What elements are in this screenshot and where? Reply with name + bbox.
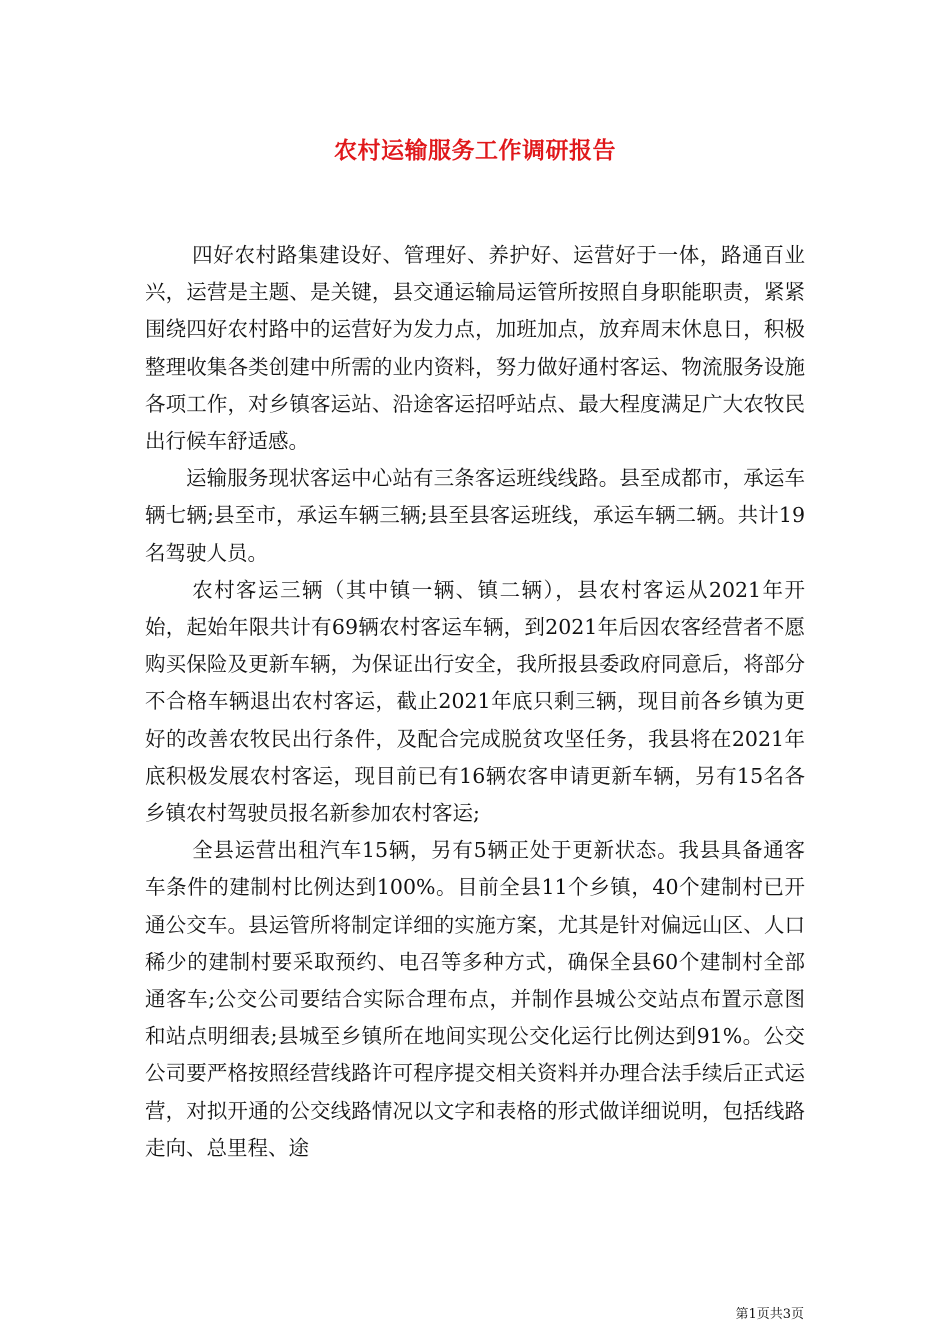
- paragraph-4: 全县运营出租汽车15辆，另有5辆正处于更新状态。我县具备通客车条件的建制村比例达到100%。目前全县11个乡镇，40个建制村已开通公交车。县运管所将制定详细的实施方案，尤其是针对偏远山区、人口稀少的建制村要采取预约、电召等多种方式，确保全县60个建制村全部通客车;公交公司要结合实际合理布点，并制作县城公交站点布置示意图和站点明细表;县城至乡镇所在地间实现公交化运行比例达到91%。公交公司要严格按照经营线路许可程序提交相关资料并办理合法手续后正式运营，对拟开通的公交线路情况以文字和表格的形式做详细说明，包括线路走向、总里程、途: [145, 838, 805, 1160]
- document-title: 农村运输服务工作调研报告: [334, 137, 616, 164]
- paragraph-1: 四好农村路集建设好、管理好、养护好、运营好于一体，路通百业兴，运营是主题、是关键，县交通运输局运管所按照自身职能职责，紧紧围绕四好农村路中的运营好为发力点，加班加点，放弃周末休息日，积极整理收集各类创建中所需的业内资料，努力做好通村客运、物流服务设施各项工作，对乡镇客运站、沿途客运招呼站点、最大程度满足广大农牧民出行候车舒适感。: [145, 243, 805, 454]
- document-body: [145, 237, 805, 1167]
- paragraph-3: 农村客运三辆（其中镇一辆、镇二辆），县农村客运从2021年开始，起始年限共计有69辆农村客运车辆，到2021年后因农客经营者不愿购买保险及更新车辆，为保证出行安全，我所报县委政府同意后，将部分不合格车辆退出农村客运，截止2021年底只剩三辆，现目前各乡镇为更好的改善农牧民出行条件，及配合完成脱贫攻坚任务，我县将在2021年底积极发展农村客运，现目前已有16辆农客申请更新车辆，另有15名各乡镇农村驾驶员报名新参加农村客运;: [145, 577, 805, 826]
- page-number-footer: 第1页共3页: [735, 1307, 804, 1322]
- paragraph-2: 运输服务现状客运中心站有三条客运班线线路。县至成都市，承运车辆七辆;县至市，承运车辆三辆;县至县客运班线，承运车辆二辆。共计19名驾驶人员。: [145, 466, 805, 565]
